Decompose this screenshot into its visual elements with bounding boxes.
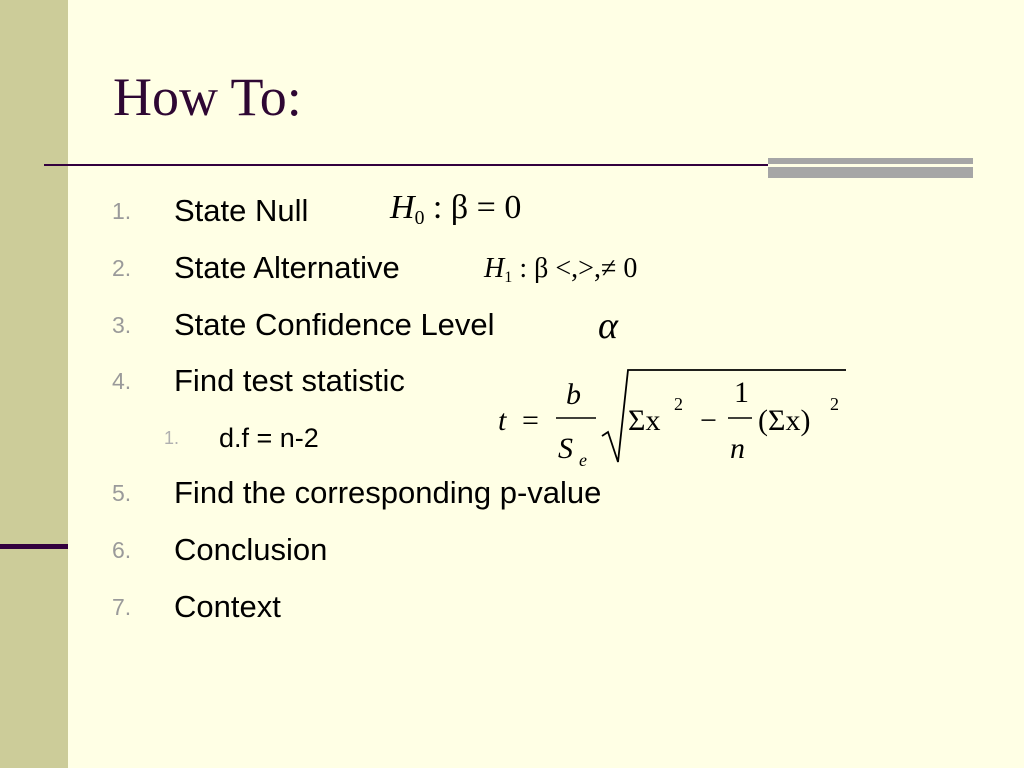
list-item-p-value <box>0 473 760 513</box>
formula-rest: : β <,>,≠ 0 <box>519 253 638 284</box>
formula-subscript: 0 <box>414 207 425 229</box>
list-text: d.f = n-2 <box>219 423 319 453</box>
list-text: Context <box>174 589 281 624</box>
list-item-confidence-level <box>0 305 760 345</box>
list-number: 6. <box>112 537 132 563</box>
formula-symbol: H <box>484 253 505 284</box>
test-statistic-formula-svg <box>490 362 850 472</box>
formula-subscript: 1 <box>504 268 513 286</box>
list-text: State Alternative <box>174 250 400 285</box>
formula-equals: = <box>522 404 539 437</box>
title-rule-accent <box>768 158 973 178</box>
list-number: 3. <box>112 312 132 338</box>
formula-one: 1 <box>734 376 749 409</box>
list-text: Find the corresponding p-value <box>174 475 602 510</box>
list-text: State Null <box>174 193 309 228</box>
test-statistic-formula <box>490 362 850 472</box>
formula-symbol: H <box>390 189 415 226</box>
formula-s: S <box>558 432 573 465</box>
list-item-state-null <box>0 191 760 231</box>
formula-e: e <box>579 450 587 470</box>
slide-title: How To: <box>113 67 302 127</box>
formula-paren-sum: (Σx) <box>758 404 811 437</box>
list-number: 7. <box>112 594 132 620</box>
alpha-symbol: α <box>598 305 618 347</box>
formula-n: n <box>730 432 745 465</box>
alternative-hypothesis-formula <box>484 255 637 285</box>
list-number: 1. <box>112 198 132 224</box>
list-number: 1. <box>164 428 180 448</box>
list-text: Find test statistic <box>174 363 405 398</box>
list-number: 5. <box>112 480 132 506</box>
list-item-state-alternative <box>0 248 760 288</box>
formula-minus: − <box>700 404 717 437</box>
null-hypothesis-formula <box>390 191 521 229</box>
list-number: 4. <box>112 368 132 394</box>
formula-sigma-x: Σx <box>628 404 661 437</box>
formula-rest: : β = 0 <box>432 189 522 226</box>
list-item-conclusion <box>0 530 760 570</box>
list-text: Conclusion <box>174 532 328 567</box>
formula-exponent: 2 <box>674 394 683 414</box>
list-item-context <box>0 587 760 627</box>
title-underline <box>44 164 789 166</box>
formula-exponent: 2 <box>830 394 839 414</box>
formula-b: b <box>566 378 581 411</box>
list-text: State Confidence Level <box>174 307 495 342</box>
formula-t: t <box>498 404 507 437</box>
list-number: 2. <box>112 255 132 281</box>
